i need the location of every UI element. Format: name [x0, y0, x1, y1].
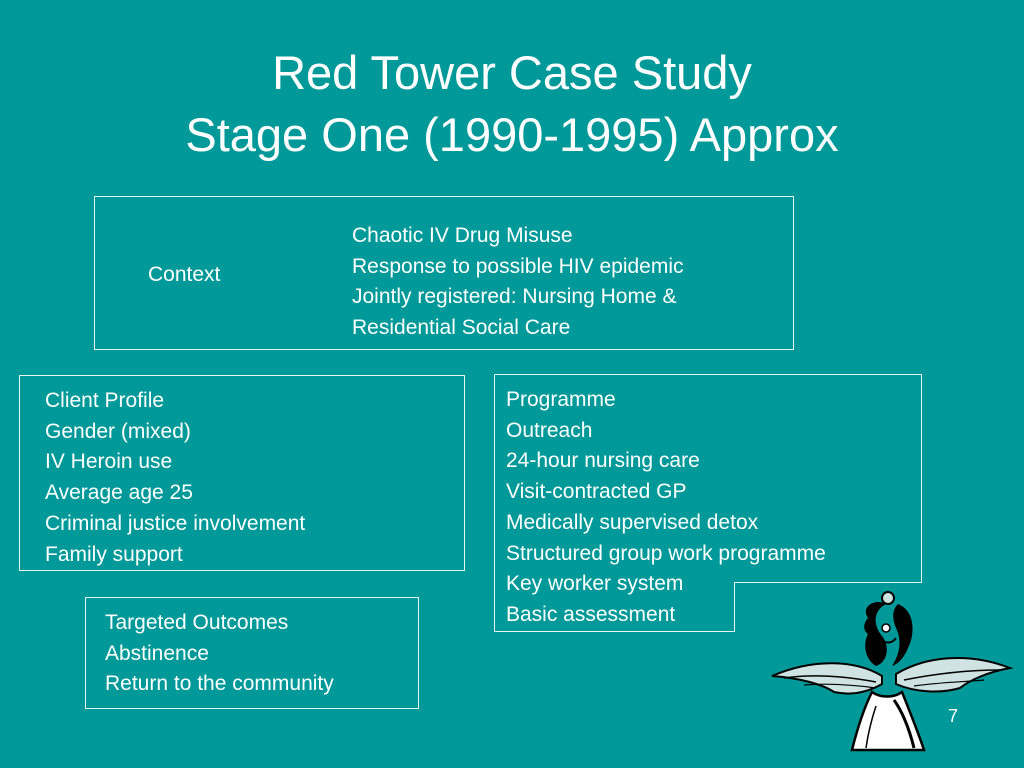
title-line-1: Red Tower Case Study [272, 46, 752, 99]
context-item: Residential Social Care [352, 316, 571, 340]
page-number: 7 [948, 706, 959, 726]
targeted-outcome-item: Abstinence [105, 641, 209, 665]
targeted-outcome-item: Return to the community [105, 672, 334, 696]
title-line-2: Stage One (1990-1995) Approx [185, 108, 839, 161]
context-item: Jointly registered: Nursing Home & [352, 285, 677, 309]
client-profile-item: Criminal justice involvement [45, 511, 306, 535]
context-label: Context [148, 263, 221, 286]
client-profile-heading: Client Profile [45, 389, 165, 412]
programme-item: Outreach [506, 418, 593, 442]
programme-item: Structured group work programme [506, 541, 826, 565]
client-profile-item: Family support [45, 542, 183, 566]
programme-item: Basic assessment [506, 602, 676, 626]
client-profile-item: IV Heroin use [45, 450, 173, 474]
slide-title [0, 42, 1024, 166]
programme-item: Medically supervised detox [506, 510, 759, 534]
programme-item: 24-hour nursing care [506, 449, 700, 473]
targeted-outcomes-box [85, 597, 419, 709]
context-item: Response to possible HIV epidemic [352, 254, 684, 278]
context-box [94, 196, 794, 350]
programme-heading: Programme [506, 388, 616, 411]
client-profile-list [45, 386, 305, 570]
targeted-outcomes-heading: Targeted Outcomes [105, 611, 289, 634]
programme-item: Visit-contracted GP [506, 480, 687, 504]
targeted-outcomes-list [105, 608, 334, 700]
client-profile-box [19, 375, 465, 571]
client-profile-item: Average age 25 [45, 481, 193, 505]
angel-figure-logo-icon [764, 588, 1014, 758]
client-profile-item: Gender (mixed) [45, 419, 191, 443]
programme-item: Key worker system [506, 572, 684, 596]
context-list [352, 221, 684, 344]
context-item: Chaotic IV Drug Misuse [352, 224, 573, 247]
